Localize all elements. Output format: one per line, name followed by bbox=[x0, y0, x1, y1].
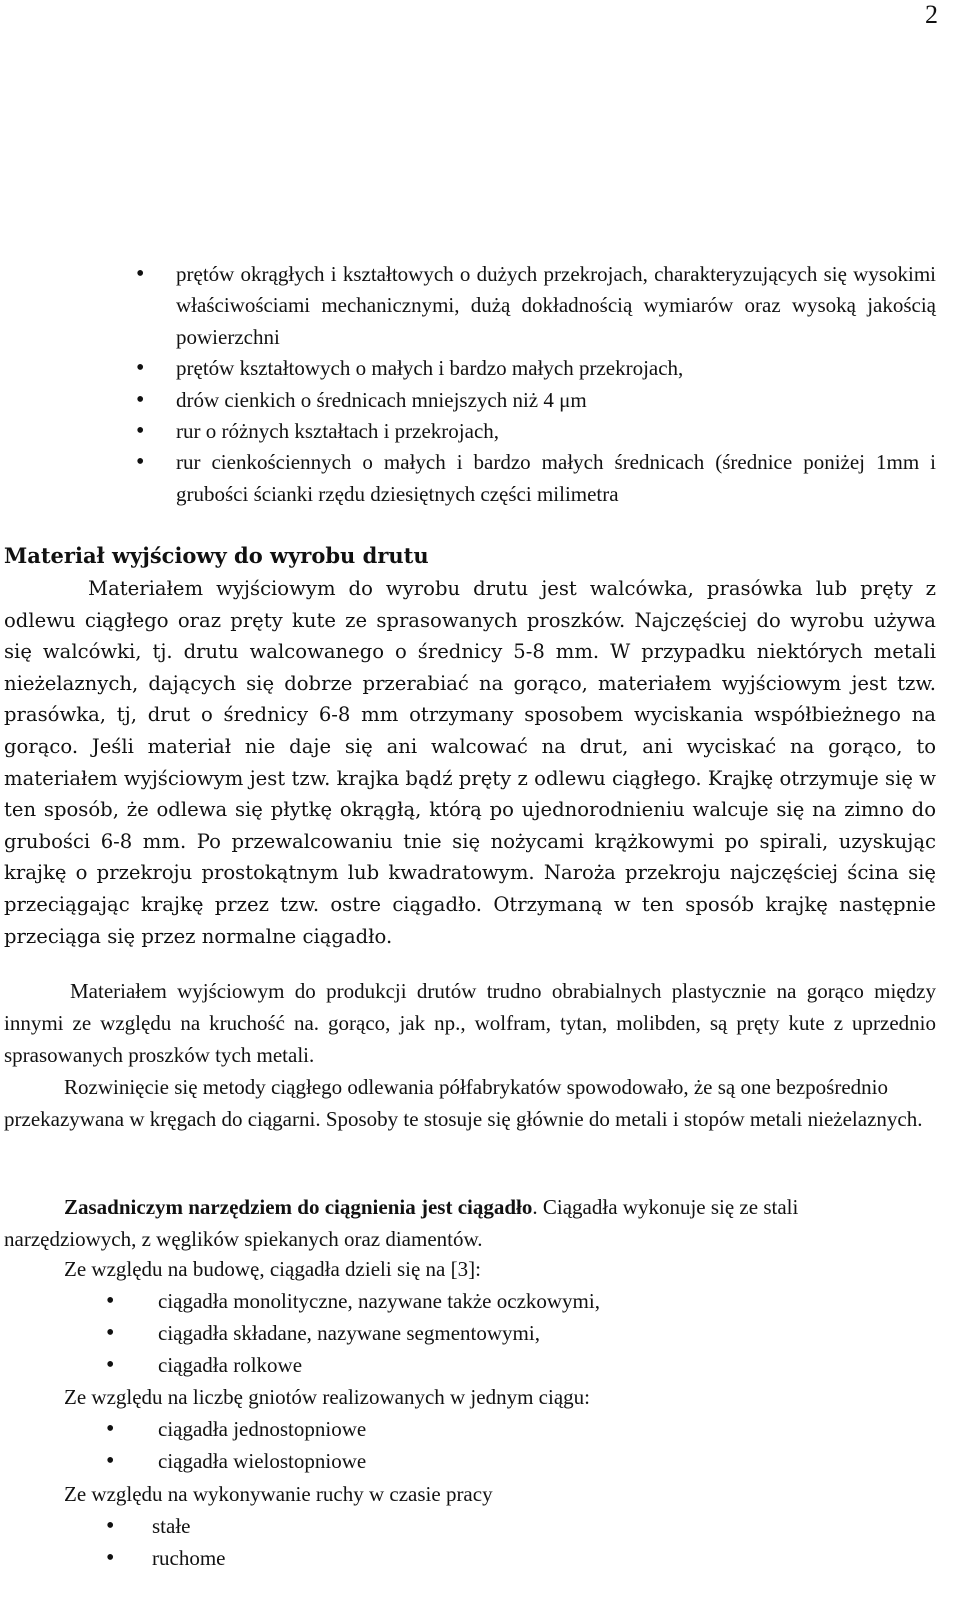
paragraph-text: Rozwinięcie się metody ciągłego odlewania półfabrykatów spowodowało, że są one bezpośrednio przekazywana w kręgach do ciągarni. Sposoby te stosuje się głównie do metali i stopów metali nieżelaznych. bbox=[4, 1075, 923, 1131]
list-item: • rur cienkościennych o małych i bardzo małych średnicach (średnice poniżej 1mm i grubości ścianki rzędu dziesiętnych części milimetra bbox=[176, 447, 936, 510]
reduction-intro: Ze względu na liczbę gniotów realizowanych w jednym ciągu: bbox=[64, 1385, 590, 1409]
construction-intro: Ze względu na budowę, ciągadła dzieli się na [3]: bbox=[64, 1257, 481, 1281]
page-number: 2 bbox=[925, 0, 938, 29]
list-item: • ciągadła rolkowe bbox=[158, 1349, 600, 1381]
paragraph-text: Materiałem wyjściowym do produkcji drutów trudno obrabialnych plastycznie na gorąco między innymi ze względu na kruchość na. gorąco, jak np., wolfram, tytan, molibden, są pręty kute z uprzednio sprasowanych proszków tych metali. bbox=[4, 979, 936, 1067]
list-item: • ciągadła składane, nazywane segmentowymi, bbox=[158, 1317, 600, 1349]
list-item: • stałe bbox=[152, 1510, 225, 1542]
list-item: • rur o różnych kształtach i przekrojach, bbox=[176, 416, 936, 447]
bold-statement: Zasadniczym narzędziem do ciągnienia jest ciągadło bbox=[64, 1195, 533, 1219]
construction-list bbox=[158, 1285, 600, 1381]
list-item: • ciągadła monolityczne, nazywane także oczkowymi, bbox=[158, 1285, 600, 1317]
material-paragraph-text: Materiałem wyjściowym do wyrobu drutu jest walcówka, prasówka lub pręty z odlewu ciągłego oraz pręty kute ze sprasowanych proszków. Najczęściej do wyrobu używa się walcówki, tj. drutu walcowanego o średnicy 5-8 mm. W przypadku niektórych metali nieżelaznych, dających się dobrze przerabiać na gorąco, materiałem wyjściowym jest tzw. prasówka, tj, drut o średnicy 6-8 mm otrzymany sposobem wyciskania współbieżnego na gorąco. Jeśli materiał nie daje się ani walcować na drut, ani wyciskać na gorąco, to materiałem wyjściowym jest tzw. krajka bądź pręty z odlewu ciągłego. Krajkę otrzymuje się w ten sposób, że odlewa się płytkę okrągłą, którą po ujednorodnieniu walcuje się na zimno do grubości 6-8 mm. Po przewalcowaniu tnie się nożycami krążkowymi po spirali, uzyskując krajkę o przekroju prostokątnym lub kwadratowym. Naroża przekroju najczęściej ścina się przeciągając krajkę przez tzw. ostre ciągadło. Otrzymaną w ten sposób krajkę następnie przeciąga się przez normalne ciągadło. bbox=[4, 577, 936, 948]
motion-intro: Ze względu na wykonywanie ruchy w czasie pracy bbox=[64, 1482, 493, 1506]
section-heading: Materiał wyjściowy do wyrobu drutu bbox=[4, 543, 429, 568]
paragraph-tungsten bbox=[4, 975, 936, 1071]
reduction-list bbox=[158, 1413, 366, 1477]
material-paragraph bbox=[4, 573, 936, 952]
materials-list bbox=[176, 259, 936, 510]
motion-list bbox=[152, 1510, 225, 1574]
list-item: • ruchome bbox=[152, 1542, 225, 1574]
list-item: • prętów kształtowych o małych i bardzo małych przekrojach, bbox=[176, 353, 936, 384]
paragraph-continuous-casting bbox=[4, 1071, 934, 1135]
list-item: • drów cienkich o średnicach mniejszych niż 4 μm bbox=[176, 385, 936, 416]
paragraph-text: . Ciągadła wykonuje się ze stali narzędziowych, z węglików spiekanych oraz diamentów. bbox=[4, 1195, 799, 1251]
list-item: • ciągadła wielostopniowe bbox=[158, 1445, 366, 1477]
paragraph-main-tool bbox=[4, 1191, 934, 1255]
list-item: • prętów okrągłych i kształtowych o dużych przekrojach, charakteryzujących się wysokimi właściwościami mechanicznymi, dużą dokładnością wymiarów oraz wysoką jakością powierzchni bbox=[176, 259, 936, 353]
list-item: • ciągadła jednostopniowe bbox=[158, 1413, 366, 1445]
